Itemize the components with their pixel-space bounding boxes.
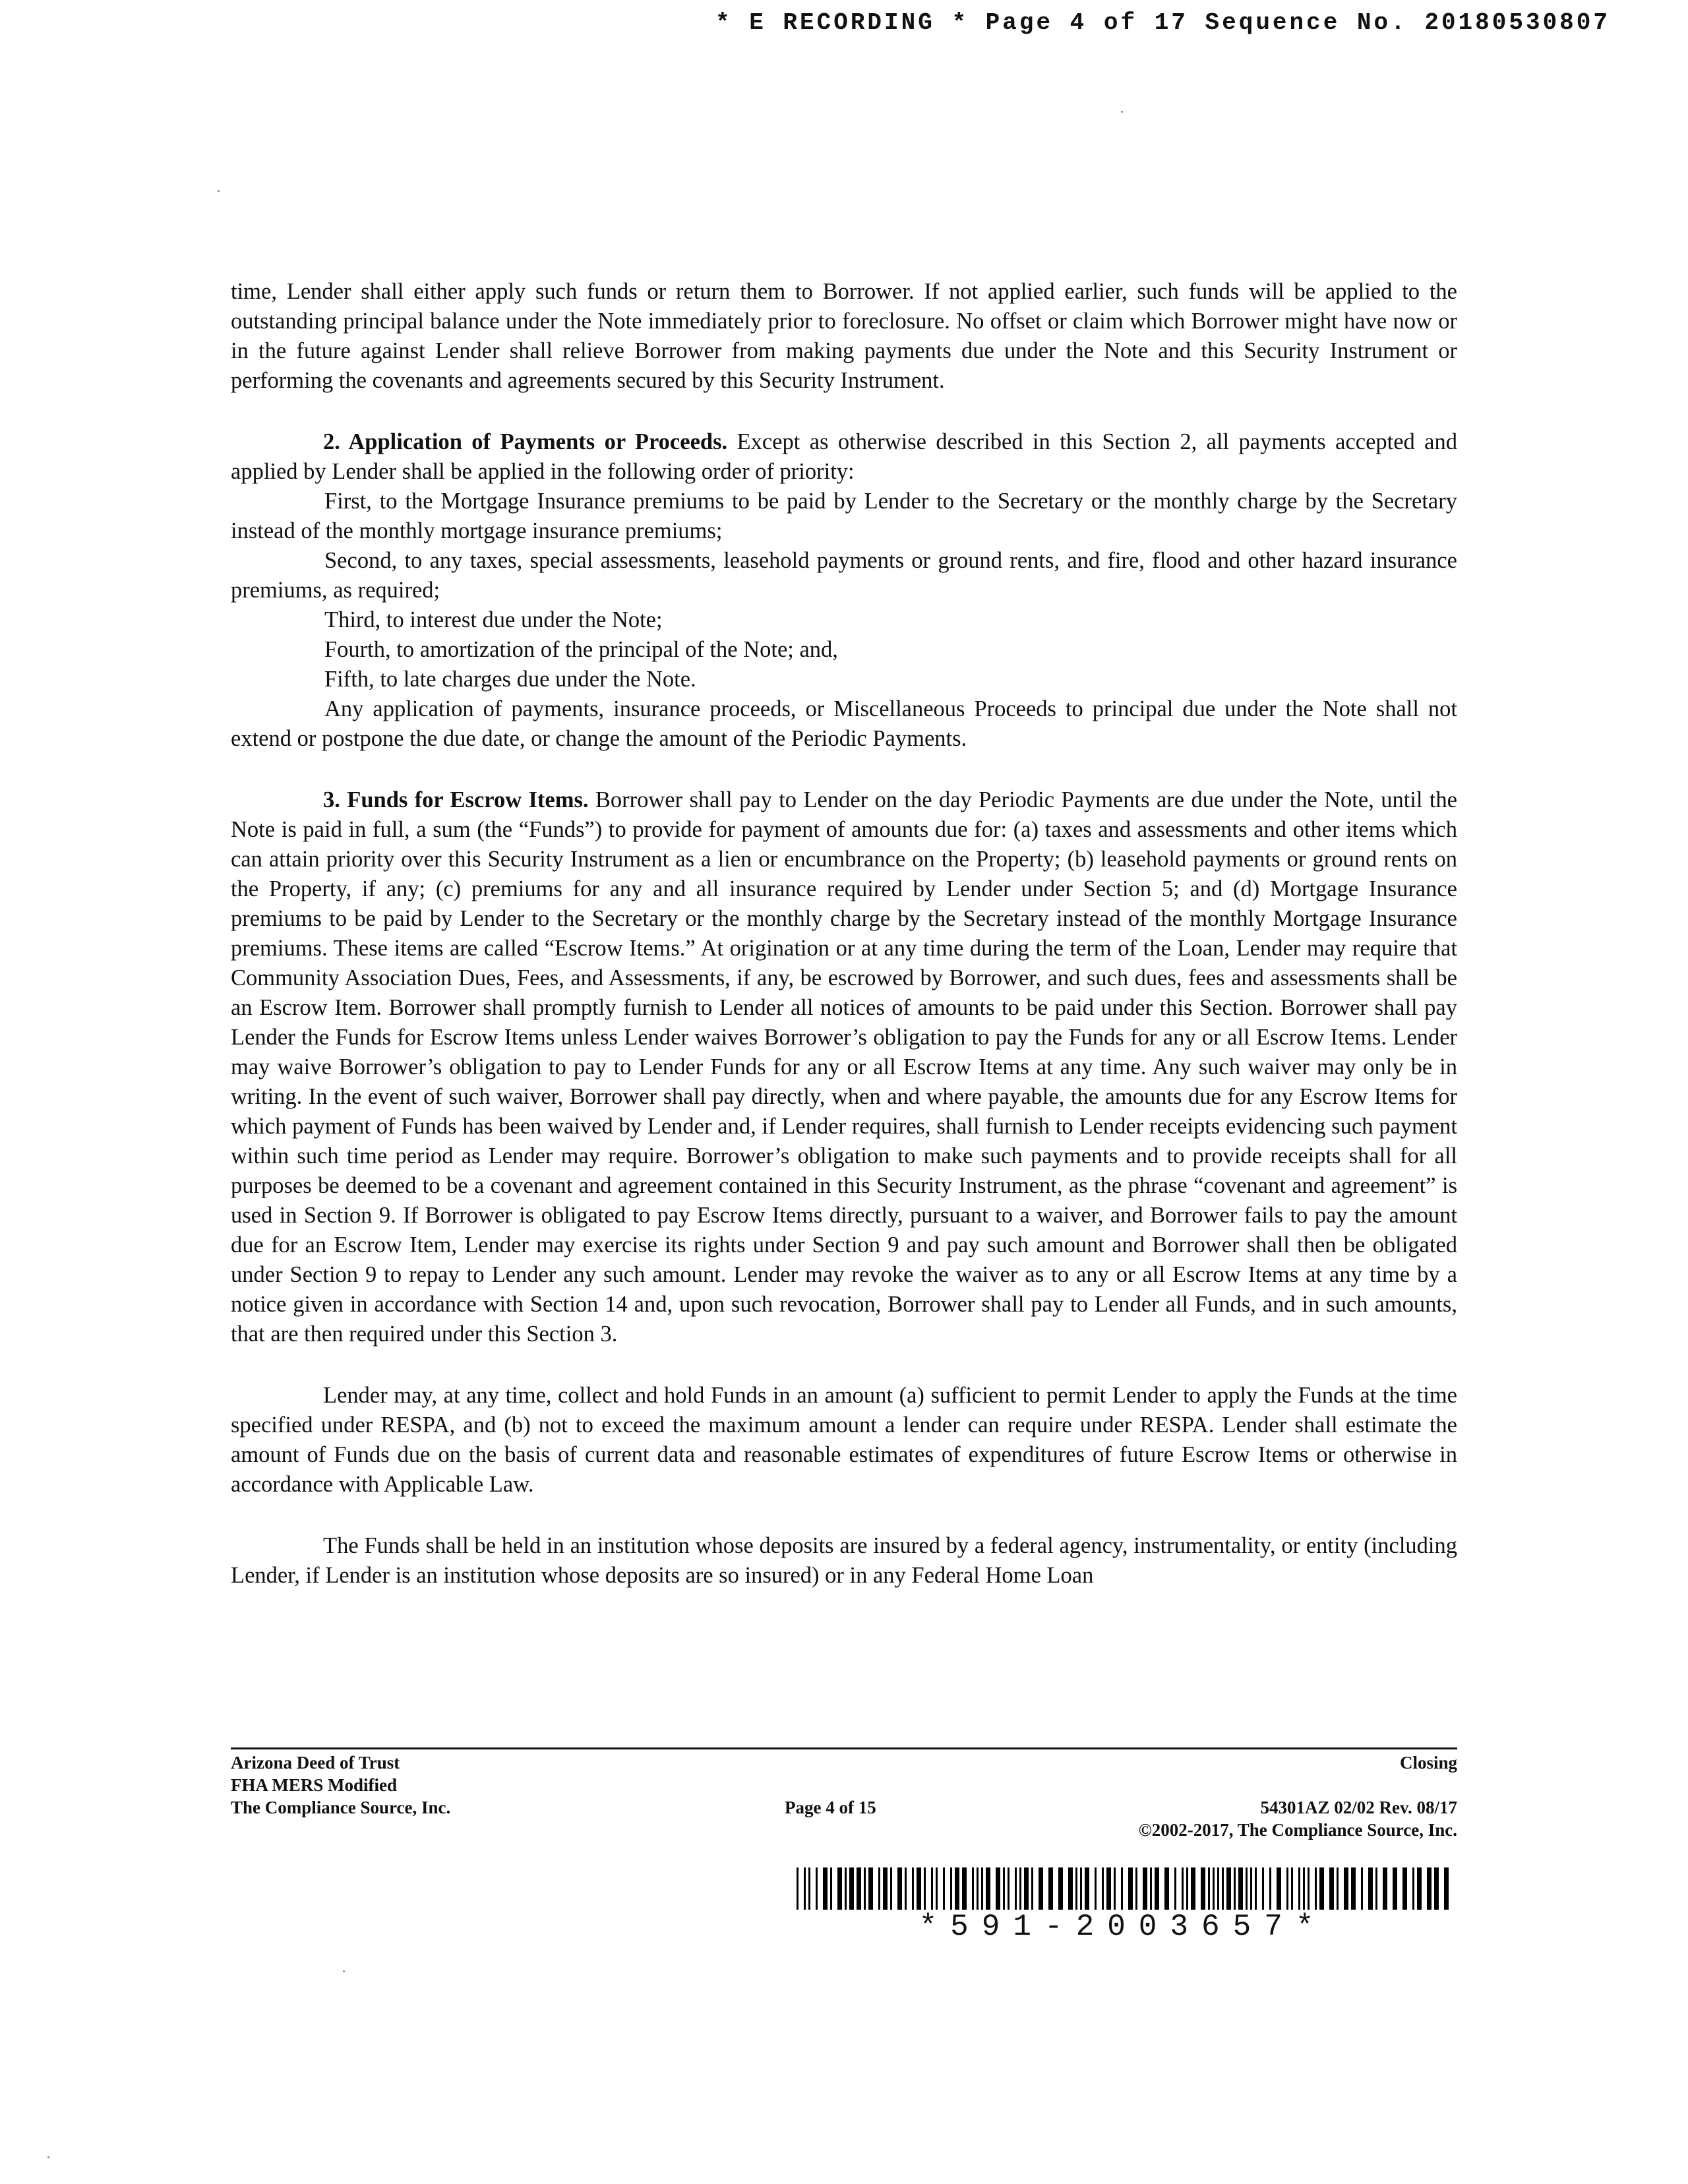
barcode-bar xyxy=(1186,1867,1188,1910)
barcode-bar xyxy=(1031,1867,1033,1910)
barcode-bar xyxy=(1298,1867,1300,1910)
barcode-bar xyxy=(1234,1867,1236,1910)
barcode-bar xyxy=(1121,1867,1123,1910)
barcode-bar xyxy=(1208,1867,1210,1910)
barcode-bar xyxy=(972,1867,974,1910)
barcode-bar xyxy=(1375,1867,1377,1910)
section-3-body: Borrower shall pay to Lender on the day Periodic Payments are due under the Note, until the Note is paid in full, a sum (the “Funds”) to provide for payment of amounts due for: (a) taxes and assessments and other items which can attain priority over this Security Instrument as a lien or encumbrance on the Property; (b) leasehold payments or ground rents on the Property, if any; (c) premiums for any and all insurance required by Lender under Section 5; and (d) Mortgage Insurance premiums to be paid by Lender to the Secretary or the monthly charge by the Secretary instead of the monthly Mortgage Insurance premiums. These items are called “Escrow Items.” At origination or at any time during the term of the Loan, Lender may require that Community Association Dues, Fees, and Assessments, if any, be escrowed by Borrower, and such dues, fees and assessments shall be an Escrow Item. Borrower shall promptly furnish to Lender all notices of amounts to be paid under this Section. Borrower shall pay Lender the Funds for Escrow Items unless Lender waives Borrower’s obligation to pay the Funds for any or all Escrow Items. Lender may waive Borrower’s obligation to pay to Lender Funds for any or all Escrow Items at any time. Any such waiver may only be in writing. In the event of such waiver, Borrower shall pay directly, when and where payable, the amounts due for any Escrow Items for which payment of Funds has been waived by Lender and, if Lender requires, shall furnish to Lender receipts evidencing such payment within such time period as Lender may require. Borrower’s obligation to make such payments and to provide receipts shall for all purposes be deemed to be a covenant and agreement contained in this Security Instrument, as the phrase “covenant and agreement” is used in Section 9. If Borrower is obligated to pay Escrow Items directly, pursuant to a waiver, and Borrower fails to pay the amount due for an Escrow Item, Lender may exercise its rights under Section 9 and pay such amount and Borrower shall then be obligated under Section 9 to repay to Lender any such amount. Lender may revoke the waiver as to any or all Escrow Items at any time by a notice given in accordance with Section 14 and, upon such revocation, Borrower shall pay to Lender all Funds, and in such amounts, that are then required under this Section 3. xyxy=(231,787,1457,1347)
barcode-bar xyxy=(1150,1867,1152,1910)
document-body xyxy=(231,277,1457,1591)
funds-held-paragraph: The Funds shall be held in an institution whose deposits are insured by a federal agency, instrumentality, or entity (including Lender, if Lender is an institution whose deposits are so insured) or in any Federal Home Loan xyxy=(231,1533,1457,1588)
barcode-bar xyxy=(857,1867,861,1910)
barcode-bar xyxy=(1191,1867,1195,1910)
barcode-bar xyxy=(845,1867,847,1910)
footer-form-title: Arizona Deed of Trust xyxy=(231,1753,400,1773)
barcode-bar xyxy=(1238,1867,1243,1910)
continuation-paragraph: time, Lender shall either apply such funds or return them to Borrower. If not applied earlier, such funds will be applied to the outstanding principal balance under the Note immediately prior to foreclosure. No offset or claim which Borrower might have now or in the future against Lender shall relieve Borrower from making payments due under the Note and this Security Instrument or performing the covenants and agreements secured by this Security Instrument. xyxy=(231,279,1457,393)
section-3-heading: 3. Funds for Escrow Items. xyxy=(323,787,589,812)
barcode-bar xyxy=(1444,1867,1449,1910)
footer-divider xyxy=(231,1747,1457,1749)
barcode-bar xyxy=(917,1867,921,1910)
barcode-bar xyxy=(1434,1867,1439,1910)
barcode-bar xyxy=(955,1867,959,1910)
barcode-bar xyxy=(1143,1867,1147,1910)
barcode-bar xyxy=(1039,1867,1043,1910)
scan-speck xyxy=(47,2156,49,2158)
barcode-bar xyxy=(1008,1867,1010,1910)
scan-speck xyxy=(218,190,220,192)
scan-speck xyxy=(343,1970,345,1972)
barcode-bar xyxy=(1393,1867,1397,1910)
barcode-bar xyxy=(823,1867,828,1910)
barcode-bar xyxy=(1277,1867,1281,1910)
barcode-bar xyxy=(883,1867,888,1910)
priority-second: Second, to any taxes, special assessments, leasehold payments or ground rents, and fire, flood and other hazard insurance premiums, as required; xyxy=(231,548,1457,603)
barcode-bar xyxy=(1080,1867,1082,1910)
barcode-bar xyxy=(996,1867,1000,1910)
barcode-bar xyxy=(1217,1867,1219,1910)
barcode-bar xyxy=(924,1867,926,1910)
barcode-bar xyxy=(1201,1867,1205,1910)
barcode-bar xyxy=(1383,1867,1387,1910)
section-2-heading: 2. Application of Payments or Proceeds. xyxy=(323,429,728,454)
section-2-closing: Any application of payments, insurance proceeds, or Miscellaneous Proceeds to principal due under the Note shall not extend or postpone the due date, or change the amount of the Periodic Payments. xyxy=(231,696,1457,751)
barcode-bar xyxy=(931,1867,933,1910)
barcode-bar xyxy=(1095,1867,1097,1910)
priority-first: First, to the Mortgage Insurance premiums to be paid by Lender to the Secretary or the monthly charge by the Secretary instead of the monthly mortgage insurance premiums; xyxy=(231,489,1457,543)
barcode-bar xyxy=(1003,1867,1005,1910)
barcode-image xyxy=(797,1867,1449,1910)
barcode-bar xyxy=(1308,1867,1310,1910)
barcode-bar xyxy=(1344,1867,1348,1910)
barcode-bar xyxy=(905,1867,907,1910)
barcode-bar xyxy=(897,1867,902,1910)
footer-publisher: The Compliance Source, Inc. xyxy=(231,1798,451,1817)
footer-copyright: ©2002-2017, The Compliance Source, Inc. xyxy=(1138,1820,1457,1840)
barcode-bar xyxy=(816,1867,818,1910)
barcode-bar xyxy=(912,1867,914,1910)
barcode-bar xyxy=(986,1867,990,1910)
barcode-bar xyxy=(1135,1867,1137,1910)
lender-funds-paragraph: Lender may, at any time, collect and hold Funds in an amount (a) sufficient to permit Lender to apply the Funds at the time specified under RESPA, and (b) not to exceed the maximum amount a lender can require under RESPA. Lender shall estimate the amount of Funds due on the basis of current data and reasonable estimates of expenditures of future Escrow Items or otherwise in accordance with Applicable Law. xyxy=(231,1383,1457,1497)
barcode-bar xyxy=(1319,1867,1324,1910)
barcode-bar xyxy=(936,1867,938,1910)
footer-page-number: Page 4 of 15 xyxy=(785,1798,876,1817)
barcode-bar xyxy=(837,1867,842,1910)
barcode-bar xyxy=(977,1867,979,1910)
barcode-bar xyxy=(1213,1867,1215,1910)
barcode-bar xyxy=(1329,1867,1334,1910)
barcode-bar xyxy=(1222,1867,1224,1910)
barcode-bar xyxy=(1182,1867,1184,1910)
barcode-bar xyxy=(1058,1867,1063,1910)
barcode-bar xyxy=(981,1867,983,1910)
barcode-bar xyxy=(962,1867,967,1910)
barcode-bar xyxy=(1085,1867,1089,1910)
priority-third: Third, to interest due under the Note; xyxy=(324,607,663,632)
section-3-paragraph xyxy=(231,785,1457,1349)
barcode-bar xyxy=(1262,1867,1264,1910)
barcode-bar xyxy=(1155,1867,1159,1910)
barcode-bar xyxy=(1128,1867,1133,1910)
barcode-bar xyxy=(864,1867,866,1910)
barcode-bar xyxy=(1246,1867,1248,1910)
barcode-bar xyxy=(808,1867,810,1910)
barcode-bar xyxy=(943,1867,945,1910)
barcode-bar xyxy=(1255,1867,1257,1910)
footer-revision: 54301AZ 02/02 Rev. 08/17 xyxy=(1260,1798,1457,1817)
barcode-bar xyxy=(1361,1867,1363,1910)
barcode-bar xyxy=(1015,1867,1017,1910)
footer-closing-label: Closing xyxy=(1399,1753,1457,1773)
barcode-bar xyxy=(1412,1867,1414,1910)
barcode-bar xyxy=(1250,1867,1252,1910)
barcode-bar xyxy=(1402,1867,1407,1910)
barcode-bar xyxy=(804,1867,806,1910)
barcode-bar xyxy=(1427,1867,1432,1910)
barcode-bar xyxy=(1019,1867,1021,1910)
priority-fifth: Fifth, to late charges due under the Note. xyxy=(324,667,696,692)
barcode-bar xyxy=(830,1867,832,1910)
barcode-bar xyxy=(878,1867,880,1910)
section-2-intro: Except as otherwise described in this Section 2, all payments accepted and applied by Lender shall be applied in the following order of priority: xyxy=(231,429,1457,484)
barcode-number: *591-2003657* xyxy=(919,1910,1327,1944)
barcode-bar xyxy=(1048,1867,1053,1910)
barcode-bar xyxy=(950,1867,952,1910)
barcode-bar xyxy=(1337,1867,1339,1910)
barcode-bar xyxy=(1351,1867,1356,1910)
priority-fourth: Fourth, to amortization of the principal of the Note; and, xyxy=(324,637,838,662)
footer-form-code xyxy=(1139,1796,1457,1841)
barcode-bar xyxy=(1114,1867,1116,1910)
barcode-bar xyxy=(849,1867,854,1910)
barcode-bar xyxy=(1291,1867,1293,1910)
barcode-bar xyxy=(1303,1867,1305,1910)
barcode-bar xyxy=(1286,1867,1288,1910)
barcode-bar xyxy=(797,1867,799,1910)
barcode-bar xyxy=(1075,1867,1077,1910)
barcode-bar xyxy=(1174,1867,1176,1910)
barcode-bar xyxy=(1102,1867,1104,1910)
barcode-bar xyxy=(1164,1867,1169,1910)
scan-speck xyxy=(1121,111,1123,113)
barcode-bar xyxy=(1226,1867,1231,1910)
barcode-bar xyxy=(1106,1867,1111,1910)
recording-header: * E RECORDING * Page 4 of 17 Sequence No. 20180530807 xyxy=(715,9,1610,36)
footer-form-info xyxy=(231,1751,450,1819)
barcode-bar xyxy=(1269,1867,1271,1910)
barcode-bar xyxy=(1315,1867,1317,1910)
barcode-bar xyxy=(1417,1867,1422,1910)
barcode-bar xyxy=(1024,1867,1029,1910)
barcode-bar xyxy=(868,1867,873,1910)
barcode-bar xyxy=(890,1867,892,1910)
barcode-bar xyxy=(1068,1867,1073,1910)
footer-form-variant: FHA MERS Modified xyxy=(231,1775,398,1795)
section-2-paragraph xyxy=(231,427,1457,487)
barcode-bar xyxy=(1368,1867,1373,1910)
